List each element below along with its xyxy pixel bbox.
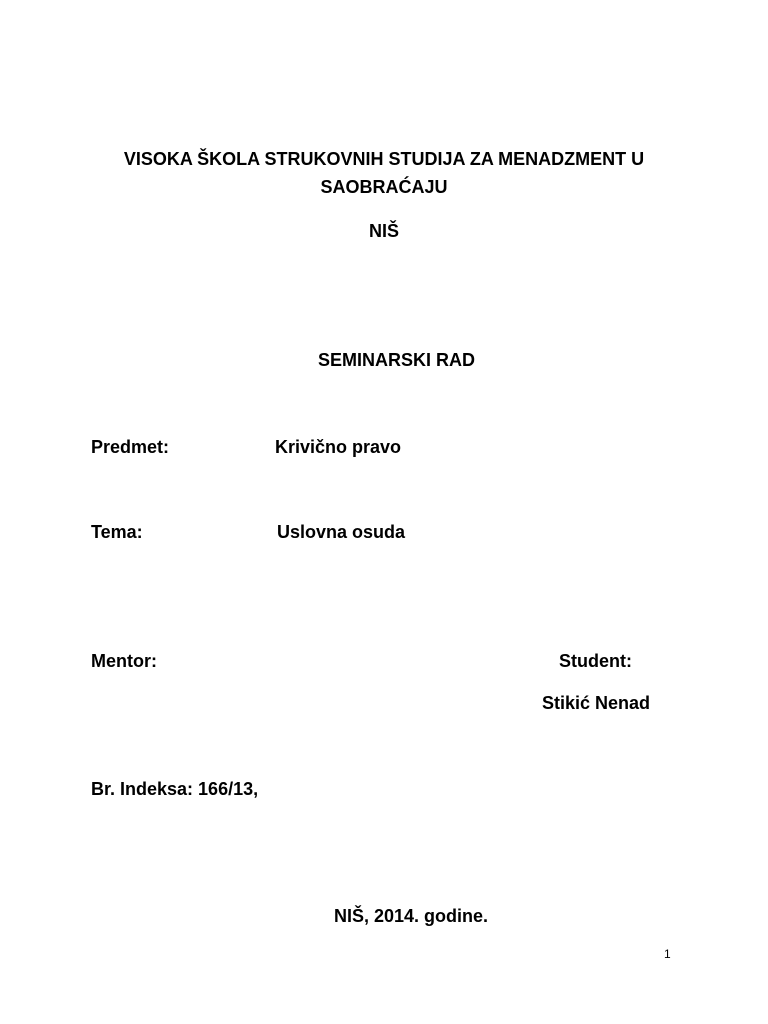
page-number: 1 xyxy=(664,947,671,961)
place-date: NIŠ, 2014. godine. xyxy=(334,906,489,926)
mentor-label: Mentor: xyxy=(91,651,157,671)
index-number: Br. Indeksa: 166/13, xyxy=(91,779,259,799)
student-label: Student: xyxy=(559,651,632,671)
document-type-title: SEMINARSKI RAD xyxy=(318,350,476,370)
institution-line-1: VISOKA ŠKOLA STRUKOVNIH STUDIJA ZA MENADZMENT U xyxy=(123,149,645,169)
subject-label: Predmet: xyxy=(91,437,170,457)
topic-label: Tema: xyxy=(91,522,143,542)
subject-value: Krivično pravo xyxy=(275,437,402,457)
student-name: Stikić Nenad xyxy=(542,693,651,713)
institution-city: NIŠ xyxy=(368,221,399,241)
topic-value: Uslovna osuda xyxy=(277,522,406,542)
institution-line-2: SAOBRAĆAJU xyxy=(320,177,448,197)
